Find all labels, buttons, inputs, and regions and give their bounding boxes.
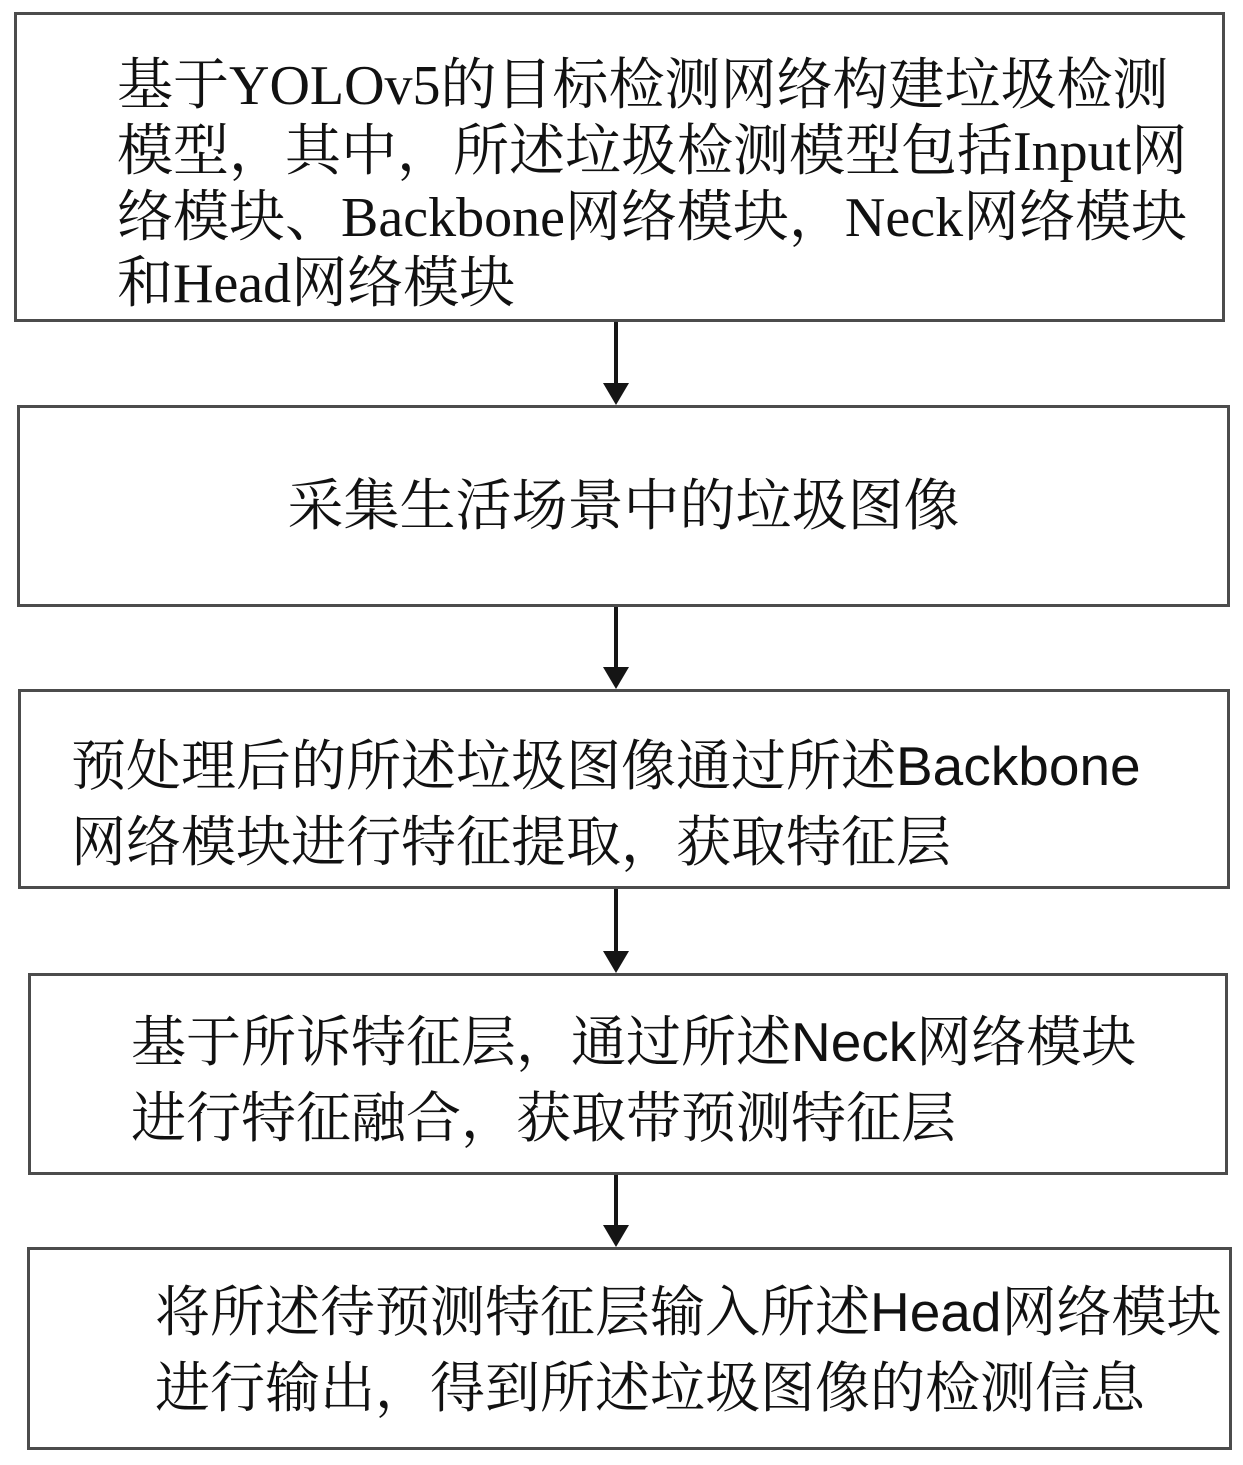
flow-step-4-line-1: 基于所诉特征层，通过所述Neck网络模块 xyxy=(131,1011,1137,1073)
arrow-down-icon xyxy=(603,1225,629,1247)
flow-step-3-line-2: 网络模块进行特征提取，获取特征层 xyxy=(71,811,952,873)
flow-step-1-line-3: 络模块、Backbone网络模块，Neck网络模块 xyxy=(117,187,1188,249)
flow-step-5-line-1: 将所述待预测特征层输入所述Head网络模块 xyxy=(155,1281,1222,1343)
flow-step-3-line-1: 预处理后的所述垃圾图像通过所述Backbone xyxy=(71,735,1141,797)
arrow-shaft xyxy=(614,607,618,667)
connector-step1-to-step2 xyxy=(603,322,629,405)
connector-step4-to-step5 xyxy=(603,1175,629,1247)
flow-step-4-line-2: 进行特征融合，获取带预测特征层 xyxy=(131,1087,957,1149)
flow-step-1-box xyxy=(14,12,1225,322)
connector-step2-to-step3 xyxy=(603,607,629,689)
arrow-shaft xyxy=(614,889,618,951)
arrow-down-icon xyxy=(603,951,629,973)
arrow-shaft xyxy=(614,1175,618,1225)
flow-step-5-box xyxy=(27,1247,1232,1450)
arrow-down-icon xyxy=(603,383,629,405)
arrow-down-icon xyxy=(603,667,629,689)
flow-step-4-box xyxy=(28,973,1228,1175)
arrow-shaft xyxy=(614,322,618,383)
flow-step-1-line-1: 基于YOLOv5的目标检测网络构建垃圾检测 xyxy=(117,55,1169,117)
flow-step-3-box xyxy=(18,689,1230,889)
flow-step-2-box xyxy=(17,405,1230,607)
flow-step-1-line-2: 模型，其中，所述垃圾检测模型包括Input网 xyxy=(117,121,1188,183)
flow-step-2-line-1: 采集生活场景中的垃圾图像 xyxy=(287,474,960,537)
flow-step-1-line-4: 和Head网络模块 xyxy=(117,253,516,315)
connector-step3-to-step4 xyxy=(603,889,629,973)
flow-step-5-line-2: 进行输出，得到所述垃圾图像的检测信息 xyxy=(155,1357,1146,1419)
